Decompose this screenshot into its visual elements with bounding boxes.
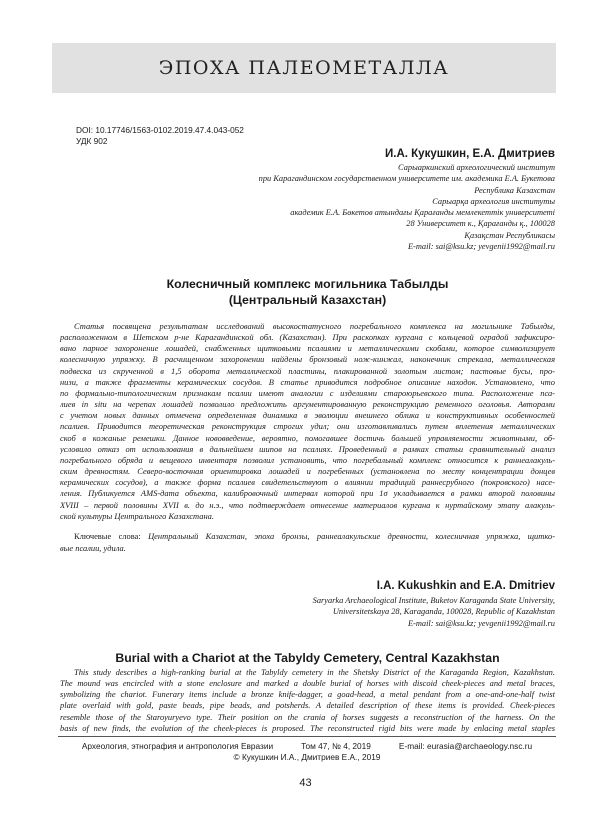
abstract-line: колесничную упряжку. В расчищенном захоронении найдены бронзовый нож-кинжал, наконечник стрекала, металлическая: [60, 354, 555, 365]
abstract-line: погребального обряда и вещевого инвентаря позволил установить, что погребальный комплекс относится к раннеалакуль-: [60, 454, 555, 465]
affiliation-line: 28 Университет к., Қарағанды қ., 100028: [406, 219, 555, 229]
ru-keywords: [60, 531, 555, 554]
ru-title: [60, 276, 555, 308]
en-abstract: [60, 667, 555, 734]
journal-name: Археология, этнография и антропология Евразии: [81, 741, 274, 751]
keywords-label: Ключевые слова:: [74, 531, 141, 541]
doi: DOI: 10.17746/1563-0102.2019.47.4.043-052: [76, 125, 244, 135]
abstract-line: basis of new finds, the evolution of the cheek-pieces is proposed. The reconstructed rigid bits were made by enlacing metal staples: [60, 722, 555, 733]
ru-affiliation: [259, 162, 555, 252]
en-title: Burial with a Chariot at the Tabyldy Cemetery, Central Kazakhstan: [115, 651, 500, 665]
abstract-line: This study describes a high-ranking burial at the Tabyldy cemetery in the Shetsky District of the Karaganda Region, Kazakhstan.: [74, 667, 555, 677]
abstract-line: ским древностям. Северо-восточная ориентировка лошадей и погребенных (установлена по месту концентрации донцев: [60, 466, 555, 477]
abstract-line: resemble those of the Staroyuryevo type. Their position on the crania of horses suggests a reconstruction of the harness. On the: [60, 711, 555, 722]
ru-title-line: (Центральный Казахстан): [228, 293, 387, 307]
udk: УДК 902: [76, 135, 108, 146]
en-authors: I.A. Kukushkin and E.A. Dmitriev: [376, 580, 555, 592]
abstract-line: ления. Публикуется AMS-дата объекта, калибровочный интервал которой при 1σ укладывается в рамки второй половины: [60, 488, 555, 499]
ru-authors: И.А. Кукушкин, Е.А. Дмитриев: [385, 148, 555, 160]
affiliation-line: Сарыаркинский археологический институт: [398, 163, 555, 172]
affiliation-line: Saryarka Archaeological Institute, Buketov Karaganda State University,: [312, 596, 555, 605]
abstract-line: XVIII – первой половины XVII в. до н.э., что подтверждает отнесение материалов кургана к нуртайскому этапу алакуль-: [60, 499, 555, 510]
affiliation-line: Республика Казахстан: [474, 185, 555, 195]
abstract-line: symbolizing the chariot. Funerary items include a bronze knife-dagger, a goad-head, a metal pendant from a one-and-one-half twist: [60, 689, 555, 700]
abstract-line: низи, а также фрагменты керамических сосудов. В статье приводится подробное описание находок. Установлено, что: [60, 376, 555, 387]
abstract-line: The mound was encircled with a stone enclosure and marked a double burial of horses with discoid cheek-pieces and metal braces,: [60, 678, 555, 689]
abstract-line: лиев in situ на черепах лошадей позволило предложить аргументированную реконструкцию ременного оголовья. Авторами: [60, 399, 555, 410]
abstract-line: условило отказ от использования в дальнейшем шипов на псалиях. Проведенный в рамках статьи сравнительный анализ: [60, 443, 555, 454]
affiliation-line: E-mail: sai@ksu.kz; yevgenii1992@mail.ru: [407, 242, 555, 252]
page-footer: [58, 741, 556, 763]
abstract-line: по формально-типологическим признакам псалии имеют аналогии с изделиями староюрьевского типа. Расположение пса-: [60, 387, 555, 398]
ru-title-line: Колесничный комплекс могильника Табылды: [166, 277, 449, 291]
affiliation-line: E-mail: sai@ksu.kz; yevgenii1992@mail.ru: [407, 618, 555, 628]
abstract-line: скоб в кожаные ремешки. Данное нововведение, вероятно, помогавшее достичь большей управляемости животными, об-: [60, 432, 555, 443]
section-header-band: [52, 43, 556, 93]
abstract-line: plate overlaid with gold, paste beads, pipe beads, and potsherds. A detailed description of these items is provided. Cheek-pieces: [60, 700, 555, 711]
abstract-line: керамических сосудов), а также форма псалиев свидетельствуют о влиянии традиций раннесрубного (покровского) насе-: [60, 477, 555, 488]
affiliation-line: Сарыарқа археология институты: [432, 196, 555, 206]
abstract-line: подвеска из скрученной в 1,5 оборота металлической пластины, плакированной золотым листом; пастовые бусы, про-: [60, 365, 555, 376]
affiliation-line: академик Е.А. Бөкетов атындағы Қарағанды мемлекеттік университеті: [290, 208, 555, 218]
journal-email: E-mail: eurasia@archaeology.nsc.ru: [398, 741, 533, 751]
affiliation-line: при Карагандинском государственном университете им. академика Е.А. Букетова: [258, 174, 555, 184]
ru-abstract: [60, 321, 555, 522]
journal-issue: Том 47, № 4, 2019: [301, 741, 371, 751]
abstract-line: с учетом новых данных отмечена определенная динамика в эволюции внешнего облика и конструктивных особенностей: [60, 410, 555, 421]
copyright: © Кукушкин И.А., Дмитриев Е.А., 2019: [233, 752, 381, 762]
keywords-line: Центральный Казахстан, эпоха бронзы, раннеалакульские древности, колесничная упряжка, щитко-: [148, 531, 556, 541]
abstract-line: вано парное захоронение лошадей, снабженных щитковыми псалиями и металлическими скобами, которое символизирует: [60, 343, 555, 354]
abstract-line: псалиев. Приводится теоретическая реконструкция строгих удил; они изготавливались путем вплетения металлических: [60, 421, 555, 432]
keywords-line: вые псалии, удила.: [60, 542, 126, 553]
abstract-line: ской культуры Центрального Казахстана.: [60, 510, 214, 521]
page-number: 43: [299, 777, 312, 789]
article-meta: [76, 125, 244, 146]
section-header: ЭПОХА ПАЛЕОМЕТАЛЛА: [158, 57, 450, 79]
footer-divider: [58, 736, 556, 737]
en-affiliation: [313, 595, 555, 629]
affiliation-line: Қазақстан Республикасы: [464, 230, 555, 240]
abstract-line: Статья посвящена результатам исследований высокостатусного погребального комплекса на могильнике Табылды,: [74, 321, 555, 331]
affiliation-line: Universitetskaya 28, Karaganda, 100028, Republic of Kazakhstan: [332, 607, 555, 617]
abstract-line: расположенном в Шетском р-не Карагандинской обл. (Казахстан). При раскопках кургана с кольцевой оградой зафиксиро-: [60, 332, 555, 343]
